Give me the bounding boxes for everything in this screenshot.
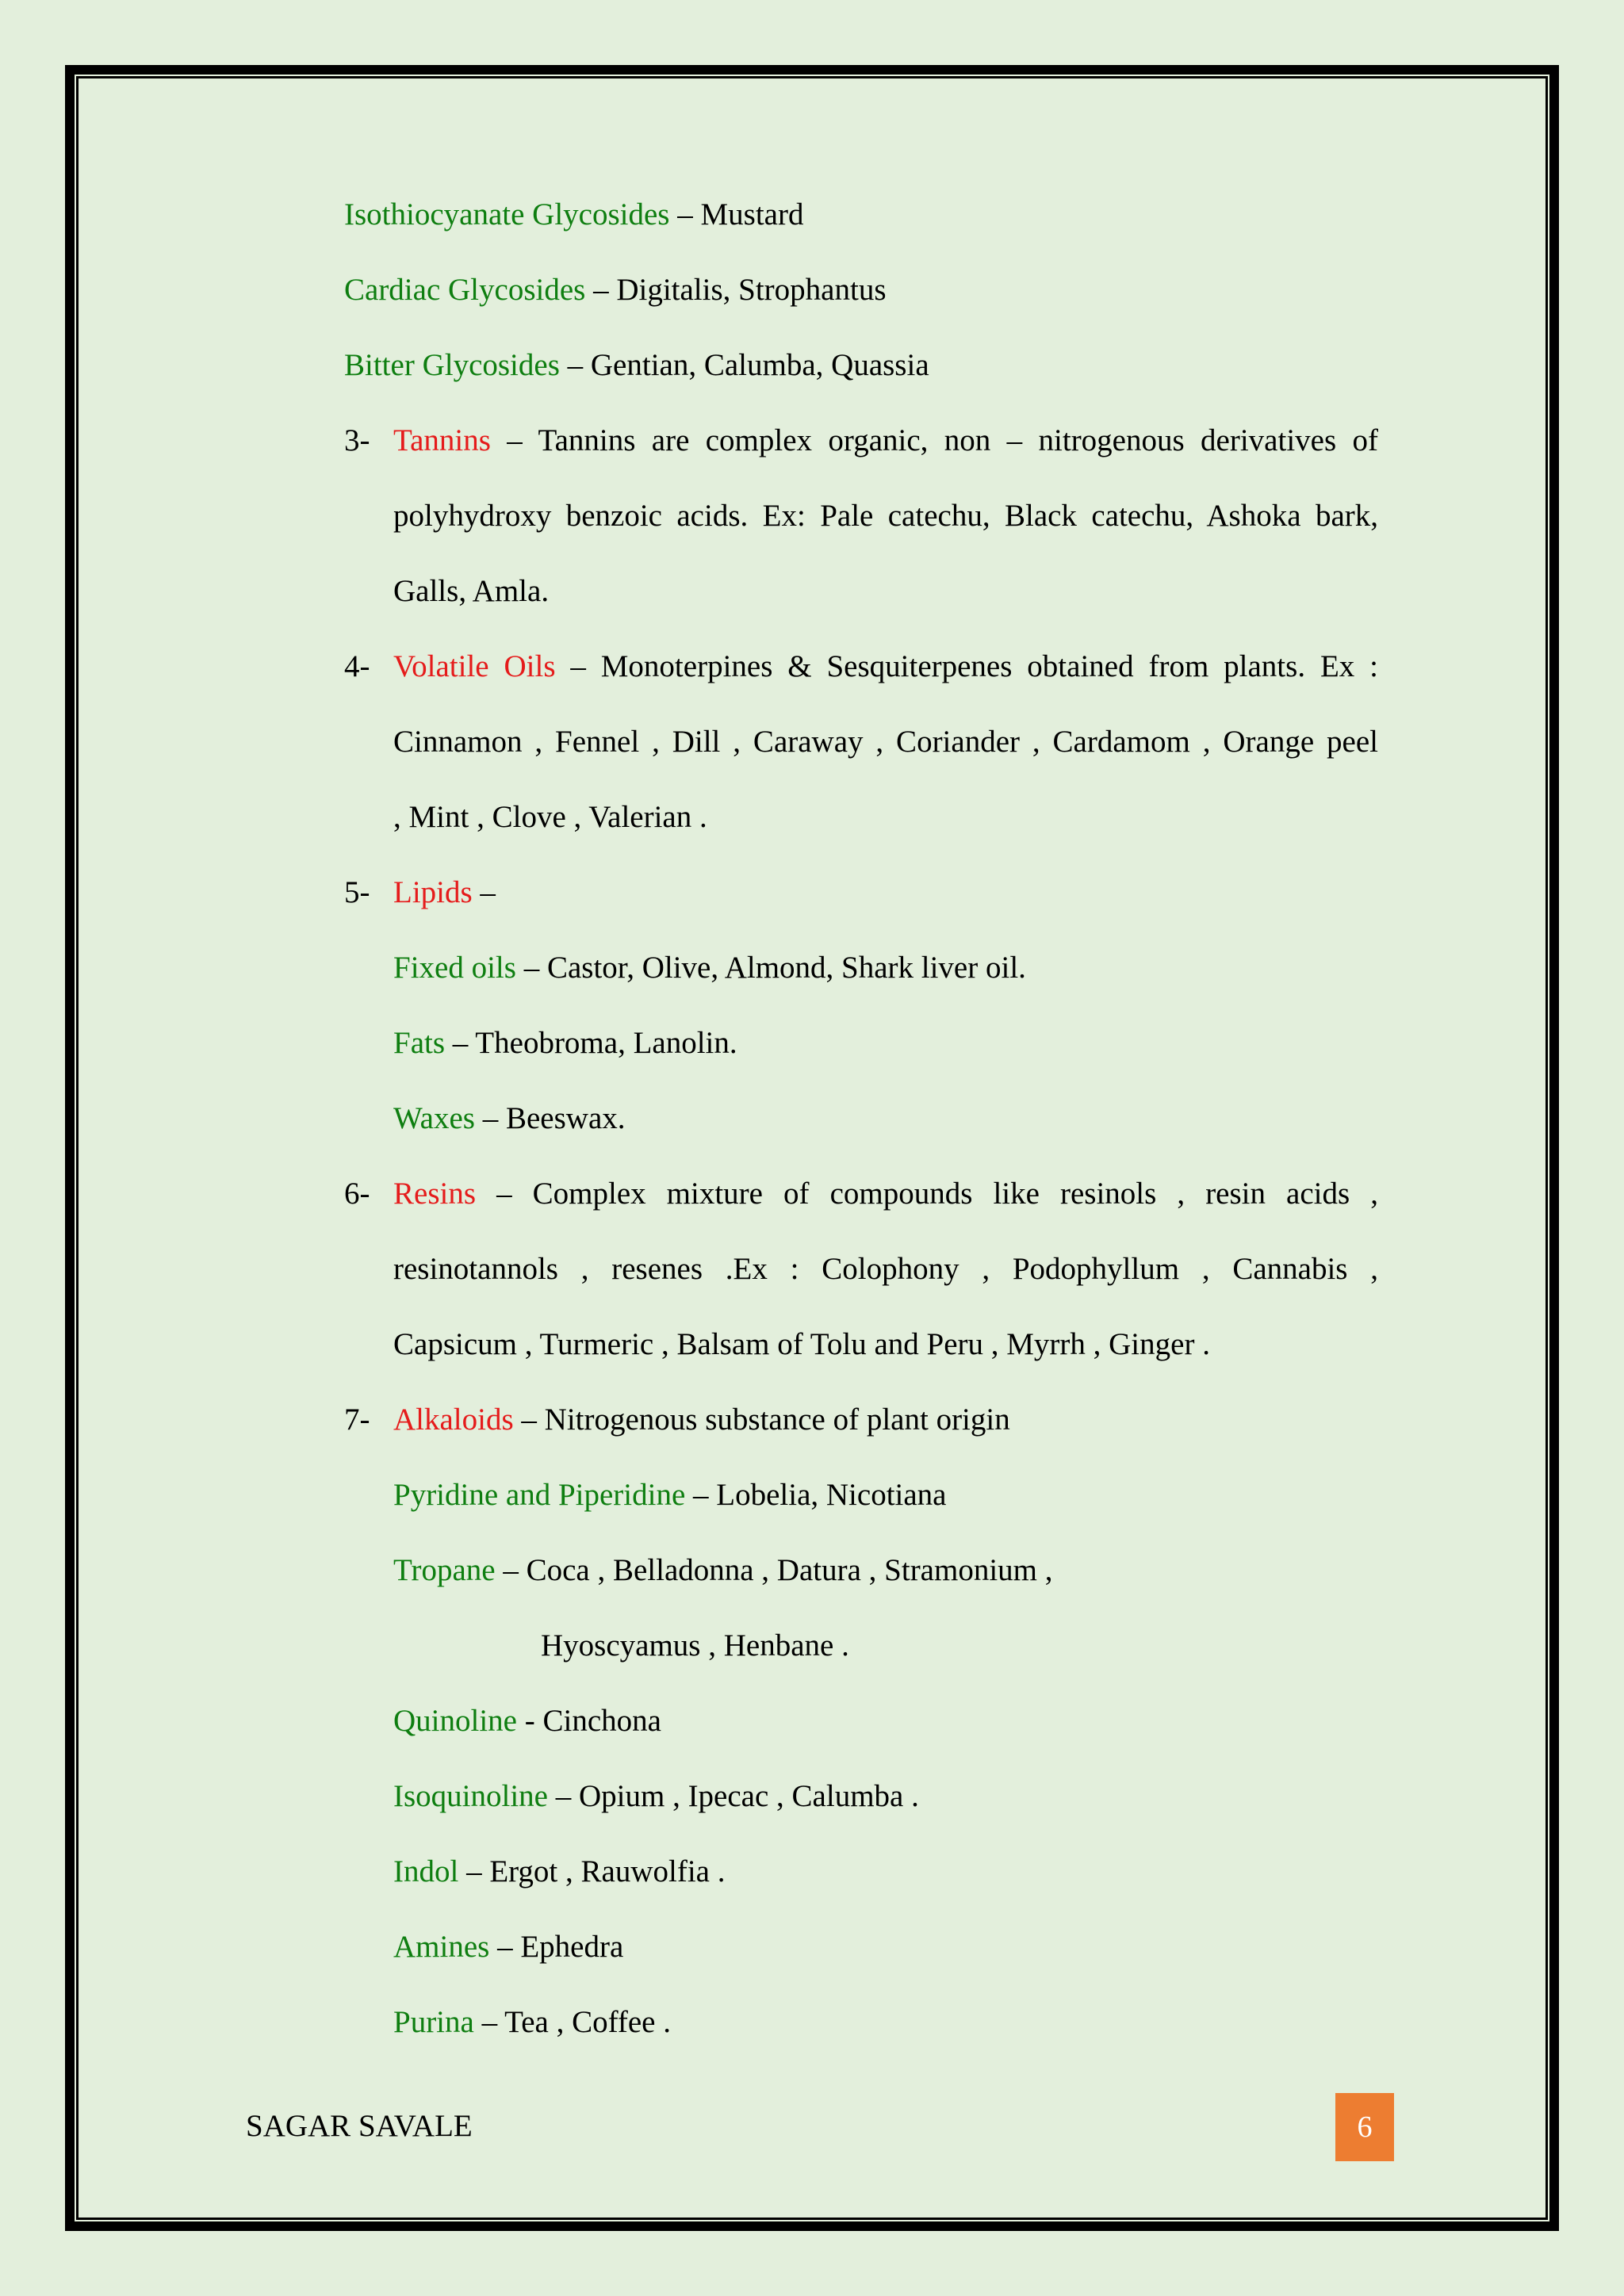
sub-item [393,1928,623,1966]
line-text: – Tannins are complex organic, non – nitrogenous derivatives of [490,423,1378,457]
item-lipids-heading [393,874,496,912]
subheading-term: Cardiac Glycosides [344,273,586,307]
subheading-term: Fats [393,1026,446,1060]
line-text: – Mustard [669,197,804,232]
item-volatile-line-2: Cinnamon , Fennel , Dill , Caraway , Coriander , Cardamom , Orange peel [393,725,1378,759]
subheading-term: Fixed oils [393,951,516,985]
item-number: 5- [344,875,370,909]
glycoside-line [344,196,803,234]
line-text: - Cinchona [516,1704,661,1738]
heading-term: Volatile Oils [393,649,556,683]
subheading-term: Indol [393,1854,459,1888]
subheading-term: Quinoline [393,1704,517,1738]
subheading-term: Isoquinoline [393,1779,548,1813]
sub-item-continuation: Hyoscyamus , Henbane . [541,1628,849,1663]
subheading-term: Tropane [393,1553,496,1587]
heading-term: Lipids [393,875,473,909]
sub-item [393,949,1026,987]
line-text: – Lobelia, Nicotiana [685,1478,947,1512]
sub-item [393,1702,661,1740]
item-number: 4- [344,649,370,683]
item-volatile-line-3: , Mint , Clove , Valerian . [393,800,707,834]
line-text: – Ergot , Rauwolfia . [458,1854,726,1888]
item-tannins-line-1 [393,422,1378,460]
line-text: – [472,875,496,909]
line-text: – Ephedra [489,1930,624,1964]
sub-item [393,1853,725,1891]
item-volatile-line-1 [393,648,1378,686]
line-text: – Castor, Olive, Almond, Shark liver oil. [515,951,1026,985]
line-text: – Tea , Coffee . [473,2005,671,2039]
line-text: – Nitrogenous substance of plant origin [513,1402,1010,1437]
item-resins-line-3: Capsicum , Turmeric , Balsam of Tolu and Peru , Myrrh , Ginger . [393,1327,1210,1361]
subheading-term: Waxes [393,1101,475,1135]
subheading-term: Isothiocyanate Glycosides [344,197,670,232]
sub-item [393,2003,671,2042]
heading-term: Alkaloids [393,1402,514,1437]
item-tannins-line-3: Galls, Amla. [393,574,550,608]
line-text: – Coca , Belladonna , Datura , Stramonium , [495,1553,1053,1587]
sub-item [393,1024,737,1062]
sub-item [393,1552,1053,1590]
line-text: – Theobroma, Lanolin. [445,1026,737,1060]
subheading-term: Pyridine and Piperidine [393,1478,686,1512]
sub-item [393,1100,626,1138]
line-text: – Opium , Ipecac , Calumba . [547,1779,919,1813]
heading-term: Resins [393,1177,477,1211]
item-number: 3- [344,423,370,457]
item-number: 6- [344,1177,370,1211]
footer-author: SAGAR SAVALE [246,2109,473,2143]
subheading-term: Purina [393,2005,474,2039]
page-border-inner [76,76,1548,2220]
subheading-term: Bitter Glycosides [344,348,560,382]
item-resins-line-2: resinotannols , resenes .Ex : Colophony , Podophyllum , Cannabis , [393,1252,1378,1286]
line-text: – Monoterpines & Sesquiterpenes obtained from plants. Ex : [555,649,1378,683]
subheading-term: Amines [393,1930,490,1964]
glycoside-line [344,271,887,309]
line-text: – Digitalis, Strophantus [585,273,887,307]
item-alkaloids-heading [393,1401,1010,1439]
glycoside-line [344,346,929,385]
heading-term: Tannins [393,423,491,457]
line-text: – Beeswax. [474,1101,626,1135]
item-resins-line-1 [393,1175,1378,1213]
item-number: 7- [344,1402,370,1437]
line-text: – Complex mixture of compounds like resinols , resin acids , [476,1177,1378,1211]
sub-item [393,1476,947,1514]
sub-item [393,1777,919,1816]
page-number-badge: 6 [1335,2093,1394,2161]
item-tannins-line-2: polyhydroxy benzoic acids. Ex: Pale catechu, Black catechu, Ashoka bark, [393,499,1378,533]
line-text: – Gentian, Calumba, Quassia [559,348,929,382]
